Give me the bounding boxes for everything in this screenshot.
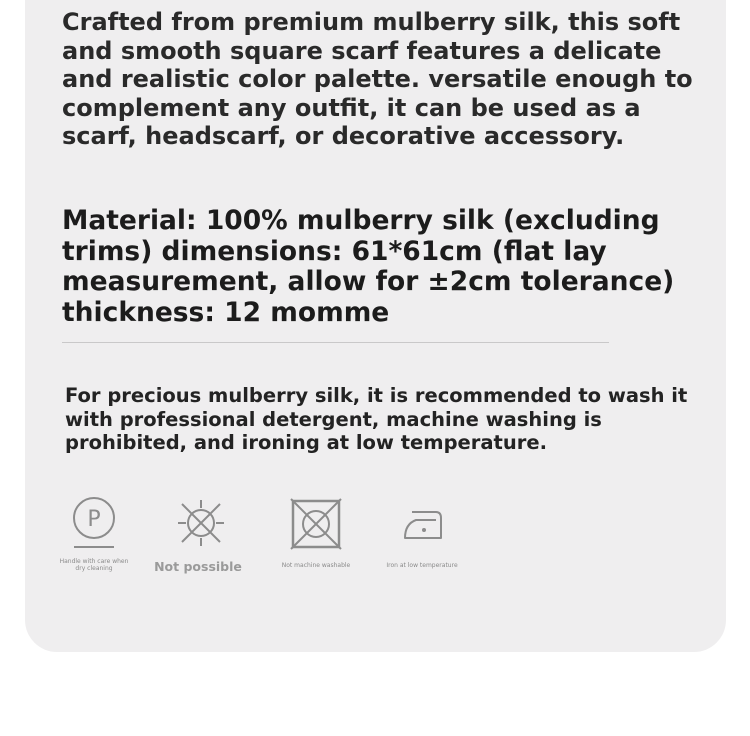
low-iron-caption: Iron at low temperature	[386, 562, 458, 569]
divider	[62, 342, 609, 343]
product-specs: Material: 100% mulberry silk (excluding trims) dimensions: 61*61cm (flat lay measurement, allow for ±2cm tolerance) thickness: 12 momme	[62, 205, 675, 328]
dry-clean-p-icon	[68, 494, 124, 550]
svg-text:P: P	[87, 507, 101, 532]
low-iron-icon	[402, 506, 444, 542]
not-possible-caption: Not possible	[154, 559, 242, 574]
no-tumble-dry-icon	[176, 498, 226, 548]
care-instructions: For precious mulberry silk, it is recommended to wash it with professional detergent, machine washing is prohibited, and ironing at low temperature.	[65, 384, 688, 454]
dry-clean-caption: Handle with care when dry cleaning	[59, 558, 129, 572]
product-description: Crafted from premium mulberry silk, this soft and smooth square scarf features a delicate and realistic color palette. versatile enough to complement any outfit, it can be used as a scarf, headscarf, or decorative accessory.	[62, 8, 693, 150]
no-machine-wash-icon	[289, 497, 343, 551]
no-machine-wash-caption: Not machine washable	[281, 562, 351, 569]
